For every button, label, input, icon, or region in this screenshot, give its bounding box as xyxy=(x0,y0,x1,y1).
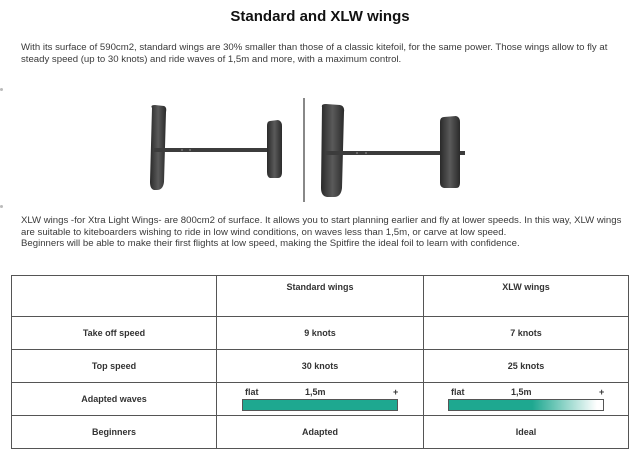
scale-plus-label: + xyxy=(599,387,605,397)
page-title: Standard and XLW wings xyxy=(230,8,410,25)
xlw-description xyxy=(21,215,626,250)
standard-rear-wing xyxy=(267,120,282,178)
top-speed-xlw: 25 knots xyxy=(424,350,629,383)
waves-xlw xyxy=(424,383,629,416)
xlw-wing-set xyxy=(321,104,465,197)
row-label-beginners: Beginners xyxy=(12,416,217,449)
wings-illustration xyxy=(140,90,500,205)
row-label-top-speed: Top speed xyxy=(12,350,217,383)
header-standard-wings: Standard wings xyxy=(217,276,424,317)
standard-front-wing xyxy=(150,105,166,190)
top-speed-standard: 30 knots xyxy=(217,350,424,383)
intro-paragraph: With its surface of 590cm2, standard wings are 30% smaller than those of a classic kitefoil, for the same power. Those wings allow to fly at steady speed (up to 30 knots) and ride waves of 1,5m and more, with a maximum control. xyxy=(21,42,608,65)
row-label-waves: Adapted waves xyxy=(12,383,217,416)
comparison-table xyxy=(11,275,629,449)
beginners-standard: Adapted xyxy=(217,416,424,449)
standard-wing-set xyxy=(150,105,282,190)
beginners-paragraph: Beginners will be able to make their first flights at low speed, making the Spitfire the ideal foil to learn with confidence. xyxy=(21,238,520,249)
beginners-xlw: Ideal xyxy=(424,416,629,449)
takeoff-standard: 9 knots xyxy=(217,317,424,350)
xlw-front-wing xyxy=(321,104,344,197)
waves-scale-xlw xyxy=(441,385,611,413)
xlw-rear-wing xyxy=(440,116,460,188)
scale-plus-label: + xyxy=(393,387,399,397)
row-label-takeoff: Take off speed xyxy=(12,317,217,350)
takeoff-xlw: 7 knots xyxy=(424,317,629,350)
header-xlw-wings: XLW wings xyxy=(424,276,629,317)
scale-mid-label: 1,5m xyxy=(305,387,326,397)
edge-dot xyxy=(0,88,3,91)
waves-bar-standard xyxy=(242,399,398,411)
divider xyxy=(303,98,305,202)
scale-flat-label: flat xyxy=(451,387,465,397)
table-row xyxy=(12,317,629,350)
waves-standard xyxy=(217,383,424,416)
table-header-empty xyxy=(12,276,217,317)
scale-mid-label: 1,5m xyxy=(511,387,532,397)
standard-fuselage xyxy=(154,148,276,152)
waves-bar-xlw xyxy=(448,399,604,411)
table-row xyxy=(12,416,629,449)
waves-scale-standard xyxy=(235,385,405,413)
xlw-paragraph: XLW wings -for Xtra Light Wings- are 800cm2 of surface. It allows you to start planning earlier and fly at lower speeds. In this way, XLW wings are suitable to kiteboarders wishing to ride in low wind conditions, on waves less than 1,5m, or carve at low speed. xyxy=(21,215,622,238)
edge-dot xyxy=(0,205,3,208)
table-row xyxy=(12,350,629,383)
table-row xyxy=(12,383,629,416)
scale-flat-label: flat xyxy=(245,387,259,397)
